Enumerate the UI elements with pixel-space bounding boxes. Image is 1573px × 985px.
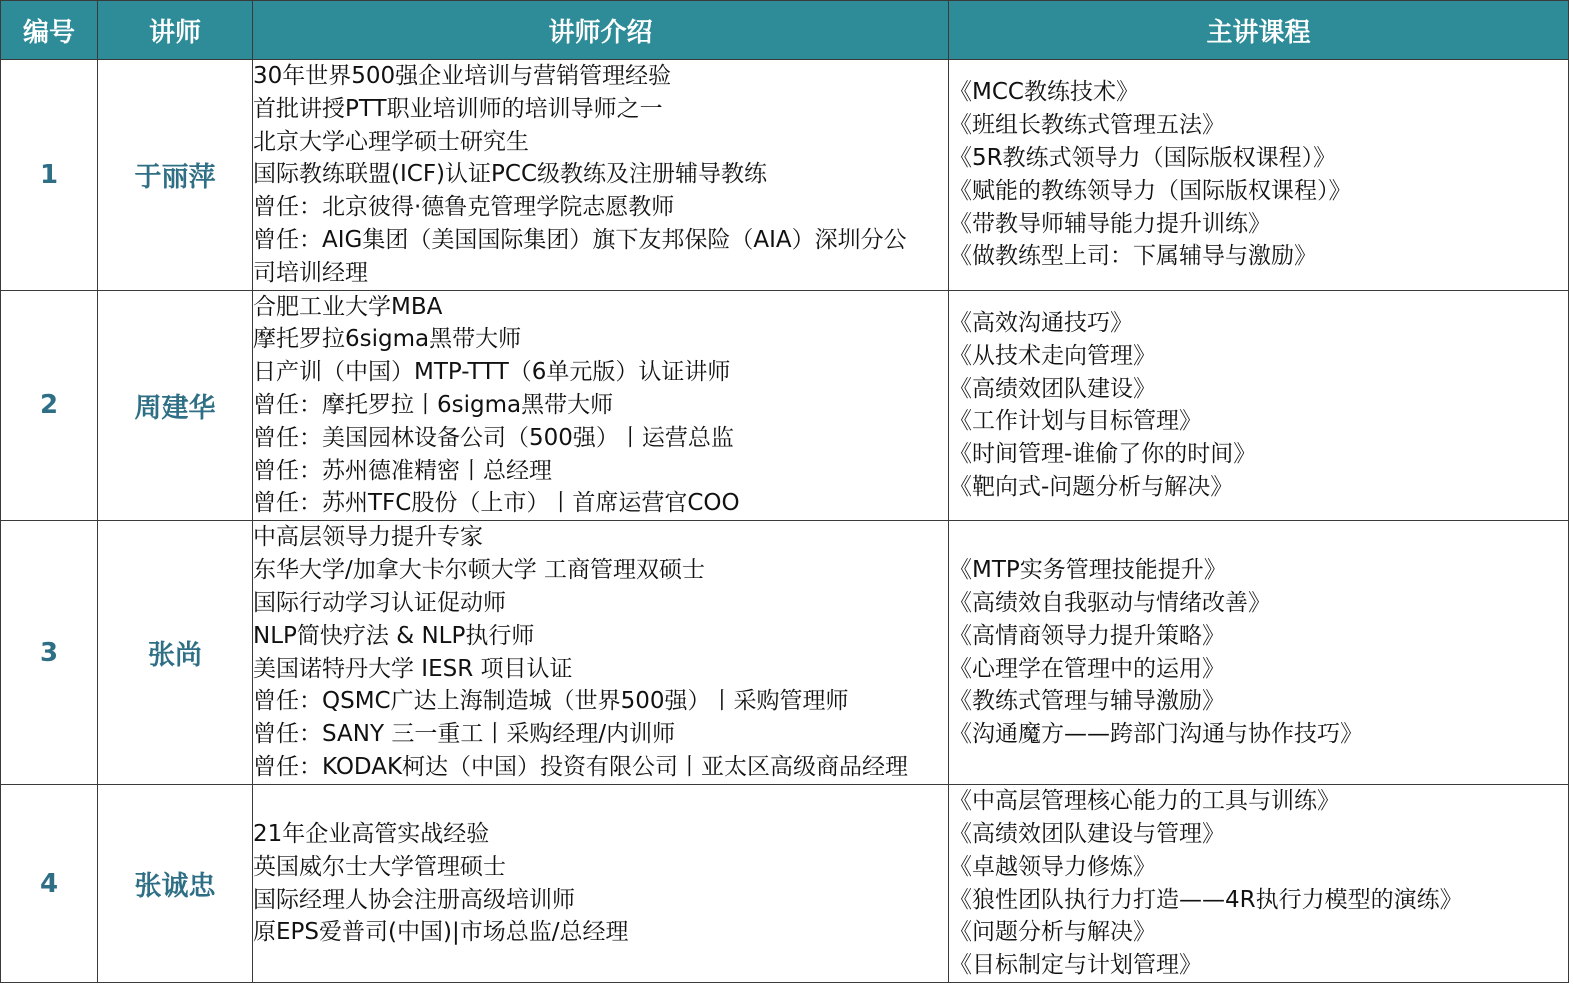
intro-line: 曾任：苏州TFC股份（上市）丨首席运营官COO: [253, 490, 740, 517]
header-intro: 讲师介绍: [253, 1, 949, 60]
intro-line: 北京大学心理学硕士研究生: [253, 128, 529, 155]
course-item: 《工作计划与目标管理》: [949, 408, 1202, 435]
instructor-intro: [253, 785, 949, 983]
intro-line: 曾任：摩托罗拉丨6sigma黑带大师: [253, 391, 614, 418]
instructor-name: 于丽萍: [98, 60, 253, 291]
intro-line: 21年企业高管实战经验: [253, 821, 490, 848]
intro-line: 美国诺特丹大学 IESR 项目认证: [253, 655, 573, 682]
intro-line: 合肥工业大学MBA: [253, 293, 443, 320]
course-item: 《问题分析与解决》: [949, 919, 1156, 946]
intro-line: 30年世界500强企业培训与营销管理经验: [253, 63, 672, 89]
course-list: [949, 521, 1569, 785]
table-row: [1, 60, 1569, 291]
intro-line: 中高层领导力提升专家: [253, 524, 483, 551]
course-item: 《中高层管理核心能力的工具与训练》: [949, 788, 1340, 815]
intro-line: 原EPS爱普司(中国)|市场总监/总经理: [253, 919, 629, 946]
course-item: 《带教导师辅导能力提升训练》: [949, 210, 1271, 237]
row-number: 3: [1, 521, 98, 785]
instructor-intro: [253, 60, 949, 291]
instructor-name: 周建华: [98, 290, 253, 521]
course-item: 《高绩效团队建设》: [949, 375, 1156, 402]
course-list: [949, 60, 1569, 291]
course-item: 《班组长教练式管理五法》: [949, 112, 1225, 139]
intro-line: 曾任：KODAK柯达（中国）投资有限公司丨亚太区高级商品经理: [253, 754, 909, 781]
course-item: 《目标制定与计划管理》: [949, 952, 1202, 979]
intro-line: 摩托罗拉6sigma黑带大师: [253, 326, 522, 353]
course-item: 《靶向式-问题分析与解决》: [949, 473, 1234, 500]
course-item: 《高绩效自我驱动与情绪改善》: [949, 590, 1271, 617]
intro-line: 曾任：苏州德准精密丨总经理: [253, 457, 552, 484]
course-item: 《沟通魔方——跨部门沟通与协作技巧》: [949, 721, 1363, 748]
intro-line: 东华大学/加拿大卡尔顿大学 工商管理双硕士: [253, 557, 706, 584]
course-list: [949, 290, 1569, 521]
intro-line: 曾任：AIG集团（美国国际集团）旗下友邦保险（AIA）深圳分公: [253, 226, 907, 253]
intro-line: 英国威尔士大学管理硕士: [253, 853, 506, 880]
course-item: 《从技术走向管理》: [949, 342, 1156, 369]
course-item: 《做教练型上司：下属辅导与激励》: [949, 243, 1317, 270]
course-list: [949, 785, 1569, 983]
instructor-name: 张诚忠: [98, 785, 253, 983]
course-item: 《卓越领导力修炼》: [949, 853, 1156, 880]
course-item: 《时间管理-谁偷了你的时间》: [949, 441, 1257, 468]
course-item: 《教练式管理与辅导激励》: [949, 688, 1225, 715]
intro-line: NLP简快疗法 & NLP执行师: [253, 622, 535, 649]
intro-line: 国际行动学习认证促动师: [253, 590, 506, 617]
course-item: 《MTP实务管理技能提升》: [949, 557, 1227, 584]
row-number: 4: [1, 785, 98, 983]
intro-line: 曾任：QSMC广达上海制造城（世界500强）丨采购管理师: [253, 688, 849, 715]
intro-line: 日产训（中国）MTP-TTT（6单元版）认证讲师: [253, 359, 731, 386]
course-item: 《高效沟通技巧》: [949, 309, 1133, 336]
row-number: 1: [1, 60, 98, 291]
table-row: [1, 290, 1569, 521]
intro-line: 国际教练联盟(ICF)认证PCC级教练及注册辅导教练: [253, 161, 768, 188]
course-item: 《5R教练式领导力（国际版权课程）》: [949, 144, 1337, 171]
header-name: 讲师: [98, 1, 253, 60]
intro-line: 曾任：北京彼得·德鲁克管理学院志愿教师: [253, 194, 675, 221]
table-row: [1, 521, 1569, 785]
course-item: 《MCC教练技术》: [949, 79, 1139, 106]
instructor-intro: [253, 521, 949, 785]
intro-line: 曾任：美国园林设备公司（500强）丨运营总监: [253, 424, 734, 451]
intro-line: 曾任：SANY 三一重工丨采购经理/内训师: [253, 721, 676, 748]
header-num: 编号: [1, 1, 98, 60]
course-item: 《狼性团队执行力打造——4R执行力模型的演练》: [949, 886, 1463, 913]
course-item: 《高绩效团队建设与管理》: [949, 821, 1225, 848]
header-course: 主讲课程: [949, 1, 1569, 60]
header-row: [1, 1, 1569, 60]
instructor-intro: [253, 290, 949, 521]
course-item: 《高情商领导力提升策略》: [949, 622, 1225, 649]
intro-line: 国际经理人协会注册高级培训师: [253, 886, 575, 913]
intro-line: 首批讲授PTT职业培训师的培训导师之一: [253, 95, 663, 122]
row-number: 2: [1, 290, 98, 521]
course-item: 《赋能的教练领导力（国际版权课程）》: [949, 177, 1352, 204]
course-item: 《心理学在管理中的运用》: [949, 655, 1225, 682]
table-row: [1, 785, 1569, 983]
instructor-name: 张尚: [98, 521, 253, 785]
intro-line: 司培训经理: [253, 259, 368, 286]
